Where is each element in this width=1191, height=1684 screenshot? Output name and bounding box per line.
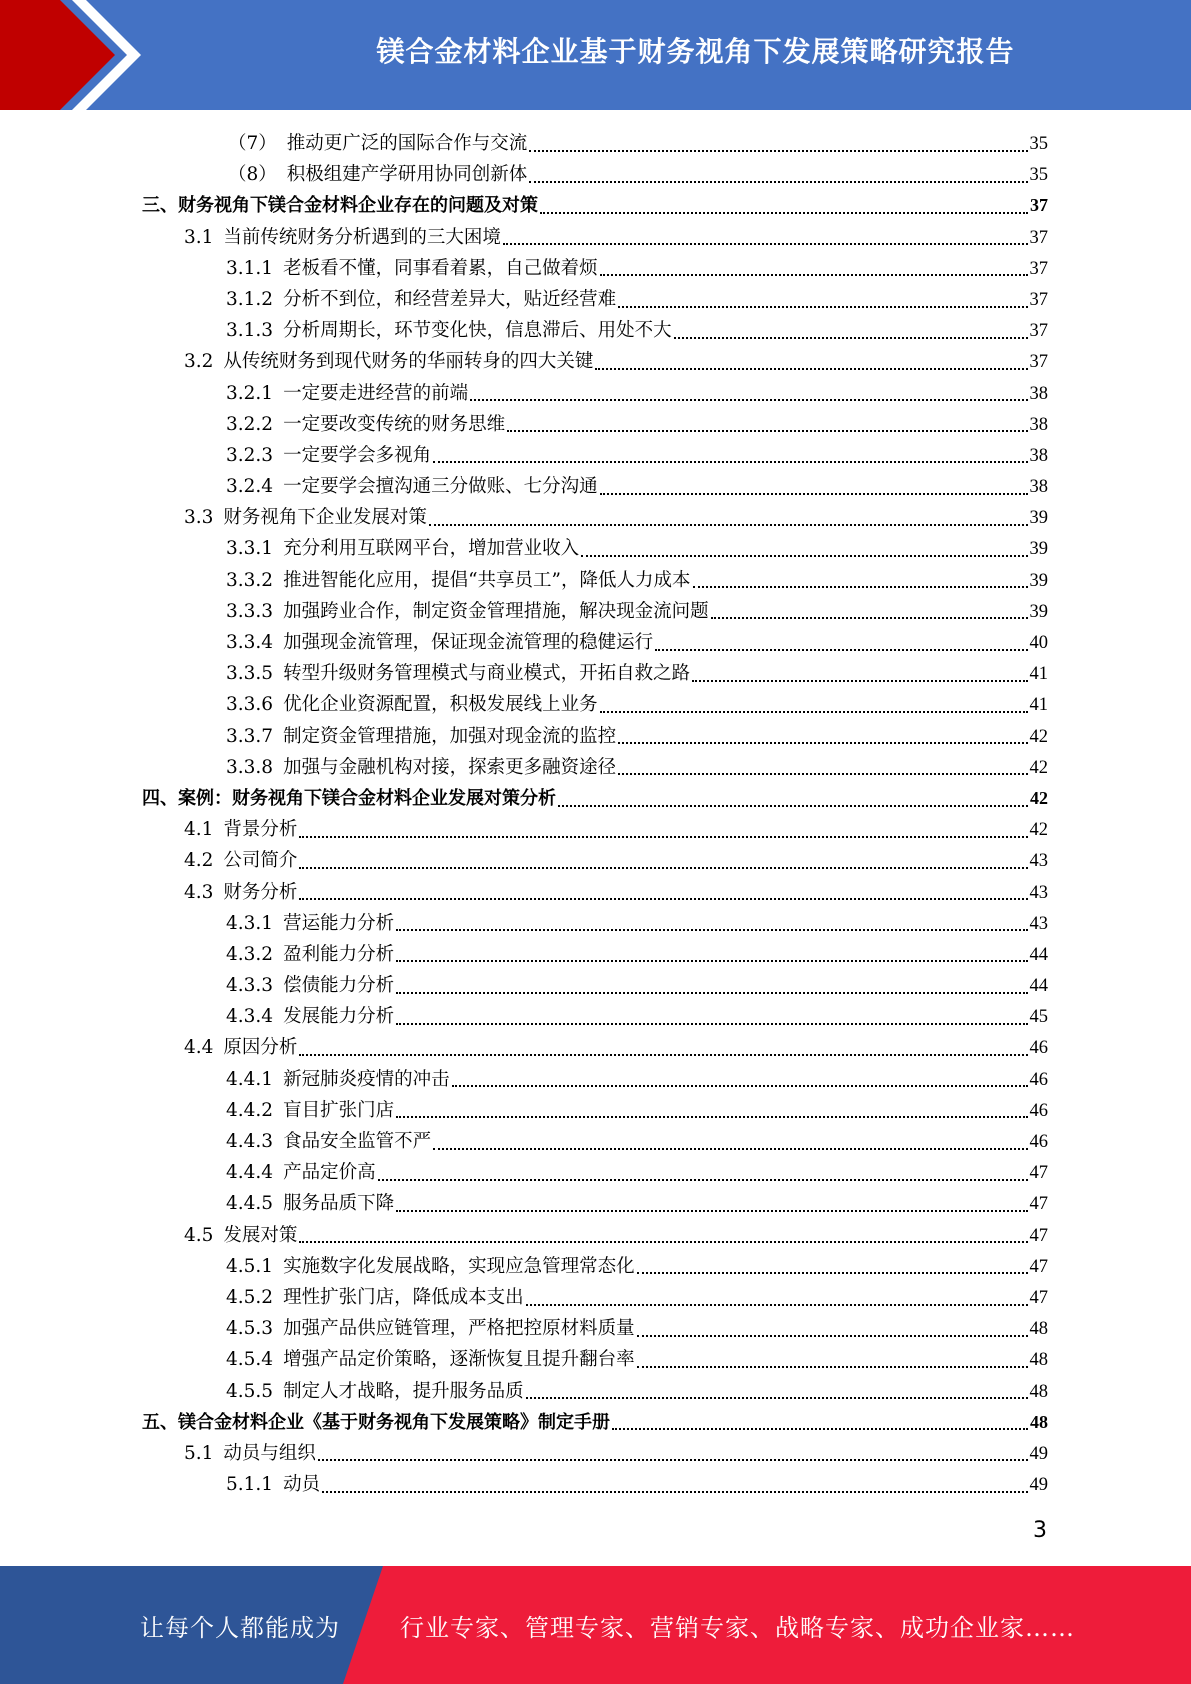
toc-entry[interactable] (142, 440, 1048, 471)
toc-entry-page: 47 (1029, 1225, 1048, 1246)
toc-entry-label: 加强跨业合作，制定资金管理措施，解决现金流问题 (283, 600, 709, 622)
toc-entry-label: 动员 (283, 1474, 321, 1496)
toc-entry-title (226, 658, 690, 689)
toc-entry-title (184, 845, 297, 876)
toc-entry[interactable] (142, 877, 1048, 908)
toc-entry-number: 4.5 (184, 1224, 214, 1246)
toc-entry-title (226, 970, 394, 1001)
toc-entry-page: 47 (1029, 1256, 1048, 1277)
toc-leader-dots (637, 1272, 1028, 1274)
toc-entry-number: 4.3 (184, 881, 214, 903)
toc-entry[interactable] (142, 1188, 1048, 1219)
toc-entry-page: 46 (1029, 1100, 1048, 1121)
toc-leader-dots (433, 461, 1027, 463)
toc-entry-number: 3.2.3 (226, 444, 274, 466)
toc-entry-label: 分析周期长，环节变化快，信息滞后、用处不大 (283, 320, 672, 342)
toc-entry[interactable] (142, 128, 1048, 159)
toc-entry-page: 42 (1029, 820, 1048, 841)
toc-entry-title (226, 253, 598, 284)
toc-leader-dots (692, 680, 1027, 682)
toc-entry-label: 财务分析 (223, 881, 298, 903)
toc-entry-page: 37 (1029, 258, 1048, 279)
toc-entry-page: 39 (1029, 601, 1048, 622)
toc-leader-dots (299, 836, 1027, 838)
toc-entry-page: 42 (1029, 726, 1048, 747)
toc-entry-label: 加强现金流管理，保证现金流管理的稳健运行 (283, 632, 654, 653)
toc-leader-dots (674, 337, 1028, 339)
toc-entry[interactable] (142, 689, 1048, 720)
toc-entry-title (184, 502, 427, 533)
toc-entry-title (184, 1032, 297, 1063)
toc-entry-page: 46 (1029, 1038, 1048, 1059)
toc-entry[interactable] (142, 658, 1048, 689)
toc-leader-dots (299, 898, 1027, 900)
toc-entry-title (226, 533, 579, 564)
toc-entry-label: 原因分析 (223, 1037, 298, 1059)
table-of-contents (142, 128, 1048, 1500)
toc-entry-number: 4.3.3 (226, 975, 274, 997)
toc-entry-title (226, 1251, 635, 1282)
toc-entry-page: 43 (1029, 851, 1048, 872)
toc-leader-dots (558, 805, 1028, 807)
toc-entry-title (184, 814, 297, 845)
toc-entry-label: 营运能力分析 (283, 912, 395, 934)
toc-leader-dots (618, 742, 1027, 744)
toc-entry-page: 47 (1029, 1163, 1048, 1184)
toc-entry-title (226, 1064, 450, 1095)
toc-entry-label: 一定要学会多视角 (283, 444, 432, 466)
toc-entry-label: 背景分析 (223, 819, 298, 841)
toc-entry[interactable] (142, 222, 1048, 253)
toc-entry[interactable] (142, 908, 1048, 939)
toc-entry-label: 三、财务视角下镁合金材料企业存在的问题及对策 (142, 195, 538, 217)
toc-leader-dots (600, 711, 1028, 713)
toc-entry-number: 3.1.1 (226, 257, 274, 279)
toc-entry-number: 4.4.3 (226, 1131, 274, 1152)
toc-entry-label: 优化企业资源配置，积极发展线上业务 (283, 694, 598, 716)
toc-entry-page: 38 (1029, 414, 1048, 435)
toc-entry-page: 48 (1029, 1381, 1048, 1402)
toc-entry-title (226, 1126, 431, 1157)
toc-entry-page: 48 (1029, 1319, 1048, 1340)
toc-leader-dots (396, 960, 1027, 962)
toc-leader-dots (433, 1148, 1027, 1150)
toc-entry-page: 38 (1029, 477, 1048, 498)
toc-entry-page: 40 (1029, 633, 1048, 653)
toc-entry-title (226, 440, 431, 471)
toc-entry[interactable] (142, 627, 1048, 658)
toc-entry-page: 48 (1030, 1411, 1048, 1432)
toc-entry-page: 47 (1029, 1194, 1048, 1215)
toc-leader-dots (693, 586, 1028, 588)
toc-entry-title (142, 190, 538, 221)
toc-entry[interactable] (142, 814, 1048, 845)
toc-entry[interactable] (142, 253, 1048, 284)
toc-entry-page: 44 (1029, 976, 1048, 997)
toc-entry-title (184, 1438, 316, 1469)
toc-entry-title (226, 1157, 376, 1188)
toc-entry-number: 4.4 (184, 1037, 214, 1059)
toc-entry[interactable] (142, 1313, 1048, 1344)
toc-entry-page: 46 (1029, 1069, 1048, 1090)
toc-entry-label: 一定要走进经营的前端 (283, 382, 469, 404)
toc-entry-title (226, 596, 709, 627)
toc-entry-label: 盲目扩张门店 (283, 1099, 395, 1121)
toc-leader-dots (299, 1241, 1027, 1243)
toc-entry[interactable] (142, 970, 1048, 1001)
toc-entry[interactable] (142, 1126, 1048, 1157)
toc-leader-dots (503, 243, 1028, 245)
toc-entry-page: 39 (1029, 570, 1048, 591)
toc-entry-number: 3.3.2 (226, 569, 274, 591)
toc-entry[interactable] (142, 1251, 1048, 1282)
toc-entry-label: 动员与组织 (223, 1442, 316, 1464)
toc-entry[interactable] (142, 533, 1048, 564)
toc-leader-dots (452, 1085, 1028, 1087)
toc-entry-label: 当前传统财务分析遇到的三大困境 (223, 226, 501, 248)
toc-entry-page: 38 (1029, 383, 1048, 404)
toc-entry-title (184, 346, 593, 377)
toc-entry-label: 公司简介 (223, 850, 298, 872)
toc-entry-label: 制定人才战略，提升服务品质 (283, 1380, 524, 1402)
toc-entry-label: 理性扩张门店，降低成本支出 (283, 1286, 524, 1308)
toc-entry-label: 一定要改变传统的财务思维 (283, 413, 506, 435)
toc-entry-number: 4.5.4 (226, 1349, 274, 1371)
toc-entry-page: 37 (1029, 321, 1048, 342)
toc-entry[interactable] (142, 284, 1048, 315)
toc-entry-page: 42 (1029, 757, 1048, 778)
toc-leader-dots (378, 1179, 1028, 1181)
toc-entry-number: 3.3.1 (226, 538, 274, 560)
toc-entry[interactable] (142, 190, 1048, 221)
toc-leader-dots (637, 1366, 1028, 1368)
toc-leader-dots (396, 1116, 1027, 1118)
toc-entry-title (226, 1313, 635, 1344)
toc-entry-title (226, 908, 394, 939)
toc-entry-number: 4.4.1 (226, 1068, 274, 1090)
toc-entry-page: 43 (1029, 913, 1048, 934)
toc-entry[interactable] (142, 565, 1048, 596)
toc-entry-label: 产品定价高 (283, 1162, 376, 1184)
toc-entry-page: 43 (1029, 882, 1048, 903)
toc-entry-title (184, 222, 501, 253)
toc-entry-title (226, 721, 616, 752)
toc-entry-number: 5.1 (184, 1442, 214, 1464)
toc-entry-label: 从传统财务到现代财务的华丽转身的四大关键 (223, 351, 594, 373)
toc-entry-title (226, 1188, 394, 1219)
toc-entry[interactable] (142, 752, 1048, 783)
toc-entry-title (184, 877, 297, 908)
toc-leader-dots (526, 1304, 1028, 1306)
toc-entry[interactable] (142, 939, 1048, 970)
toc-leader-dots (600, 274, 1028, 276)
header-arrow-icon (0, 0, 160, 110)
toc-leader-dots (600, 493, 1028, 495)
toc-entry-label: 积极组建产学研用协同创新体 (286, 164, 528, 186)
toc-entry-number: 5.1.1 (226, 1474, 274, 1496)
toc-leader-dots (299, 1054, 1027, 1056)
toc-entry-number: 4.2 (184, 850, 214, 872)
toc-entry-number: 3.3.6 (226, 694, 274, 716)
toc-entry-page: 42 (1030, 787, 1048, 808)
toc-entry[interactable] (142, 471, 1048, 502)
toc-leader-dots (299, 867, 1027, 869)
toc-entry-page: 46 (1029, 1132, 1048, 1152)
toc-entry-label: 服务品质下降 (283, 1193, 395, 1215)
toc-entry-title (226, 378, 468, 409)
toc-entry-title (142, 783, 556, 814)
toc-entry-label: 制定资金管理措施，加强对现金流的监控 (283, 725, 617, 747)
toc-entry-number: 4.5.5 (226, 1380, 274, 1402)
toc-entry-page: 44 (1029, 944, 1048, 965)
toc-entry-title (226, 689, 598, 720)
toc-leader-dots (529, 150, 1027, 152)
toc-entry-label: 一定要学会擅沟通三分做账、七分沟通 (283, 476, 598, 498)
page-header (0, 0, 1191, 110)
toc-entry-title (226, 284, 616, 315)
toc-entry[interactable] (142, 1064, 1048, 1095)
toc-entry[interactable] (142, 1157, 1048, 1188)
toc-entry-number: 3.1.3 (226, 320, 274, 342)
toc-entry[interactable] (142, 1344, 1048, 1375)
toc-entry-page: 35 (1029, 134, 1048, 154)
toc-entry-title (226, 1469, 320, 1500)
toc-entry[interactable] (142, 1407, 1048, 1438)
toc-entry-page: 35 (1029, 165, 1048, 186)
toc-entry[interactable] (142, 159, 1048, 190)
toc-entry-number: 3.2 (184, 351, 214, 373)
toc-entry-number: 4.1 (184, 819, 214, 841)
toc-leader-dots (618, 773, 1027, 775)
toc-leader-dots (396, 1023, 1027, 1025)
toc-entry-title (226, 565, 691, 596)
toc-entry-title (184, 1220, 297, 1251)
toc-entry-number: 3.3.7 (226, 725, 274, 747)
toc-entry-page: 49 (1029, 1443, 1048, 1464)
toc-entry-number: 4.4.2 (226, 1099, 274, 1121)
toc-entry-label: 实施数字化发展战略，实现应急管理常态化 (283, 1255, 635, 1277)
toc-entry-number: 4.5.1 (226, 1255, 274, 1277)
toc-entry-title (226, 409, 505, 440)
toc-entry-page: 49 (1029, 1475, 1048, 1496)
toc-entry-label: 老板看不懂，同事看着累，自己做着烦 (283, 257, 598, 279)
footer-slogan: 让每个人都能成为 (140, 1613, 340, 1642)
toc-entry-label: 加强与金融机构对接，探索更多融资途径 (283, 756, 617, 778)
toc-entry-label: 五、镁合金材料企业《基于财务视角下发展策略》制定手册 (142, 1411, 610, 1433)
document-title: 镁合金材料企业基于财务视角下发展策略研究报告 (376, 35, 1015, 68)
toc-entry[interactable] (142, 1376, 1048, 1407)
toc-entry-page: 48 (1029, 1350, 1048, 1371)
toc-entry-number: 3.2.1 (226, 382, 274, 404)
toc-entry-number: 4.3.4 (226, 1006, 274, 1028)
toc-entry[interactable] (142, 1220, 1048, 1251)
toc-entry-number: 4.3.1 (226, 912, 274, 934)
toc-entry[interactable] (142, 1438, 1048, 1469)
toc-entry-label: 推动更广泛的国际合作与交流 (286, 133, 528, 154)
toc-entry-page: 41 (1029, 695, 1048, 716)
toc-leader-dots (396, 1210, 1027, 1212)
toc-entry[interactable] (142, 1095, 1048, 1126)
toc-entry-title (226, 471, 598, 502)
toc-leader-dots (529, 181, 1027, 183)
toc-entry-number: 3.3 (184, 507, 214, 529)
toc-leader-dots (612, 1428, 1028, 1430)
toc-entry-label: 新冠肺炎疫情的冲击 (283, 1068, 450, 1090)
toc-entry-number: 3.1.2 (226, 288, 274, 310)
footer-roles: 行业专家、管理专家、营销专家、战略专家、成功企业家…… (400, 1613, 1075, 1642)
toc-entry-number: 4.5.2 (226, 1286, 274, 1308)
toc-entry-label: 食品安全监管不严 (283, 1131, 432, 1152)
toc-entry-label: 分析不到位，和经营差异大，贴近经营难 (283, 288, 617, 310)
toc-entry[interactable] (142, 315, 1048, 346)
toc-entry-title (226, 939, 394, 970)
toc-entry-label: 发展能力分析 (283, 1006, 395, 1028)
toc-entry-label: 推进智能化应用，提倡“共享员工”，降低人力成本 (283, 569, 691, 591)
toc-entry-number: 3.2.4 (226, 476, 274, 498)
toc-leader-dots (429, 524, 1028, 526)
toc-entry-label: 四、案例：财务视角下镁合金材料企业发展对策分析 (142, 787, 556, 809)
toc-entry-label: 偿债能力分析 (283, 975, 395, 997)
toc-entry[interactable] (142, 596, 1048, 627)
toc-entry-number: 3.3.5 (226, 663, 274, 685)
toc-leader-dots (618, 306, 1027, 308)
toc-leader-dots (318, 1459, 1028, 1461)
toc-entry-page: 39 (1029, 508, 1048, 529)
toc-entry-title (228, 159, 527, 190)
toc-entry-number: 4.4.4 (226, 1162, 274, 1184)
toc-entry-page: 37 (1029, 352, 1048, 373)
toc-entry-page: 45 (1029, 1007, 1048, 1028)
toc-entry-page: 37 (1029, 227, 1048, 248)
toc-entry-title (226, 1344, 635, 1375)
toc-leader-dots (322, 1491, 1027, 1493)
toc-entry-number: （7） (228, 133, 277, 154)
page-footer (0, 1566, 1191, 1684)
toc-entry-title (228, 128, 527, 159)
toc-leader-dots (470, 399, 1027, 401)
toc-entry-title (226, 315, 672, 346)
toc-entry-title (142, 1407, 610, 1438)
toc-entry[interactable] (142, 502, 1048, 533)
toc-entry-label: 转型升级财务管理模式与商业模式，开拓自救之路 (283, 663, 691, 685)
toc-leader-dots (581, 555, 1027, 557)
toc-entry[interactable] (142, 346, 1048, 377)
toc-entry-label: 财务视角下企业发展对策 (223, 507, 427, 529)
toc-entry-number: 4.4.5 (226, 1193, 274, 1215)
toc-entry-number: 4.3.2 (226, 943, 274, 965)
toc-entry[interactable] (142, 1001, 1048, 1032)
toc-entry[interactable] (142, 1469, 1048, 1500)
toc-entry-number: 3.2.2 (226, 413, 274, 435)
toc-entry-number: 3.3.8 (226, 756, 274, 778)
toc-entry-page: 37 (1030, 195, 1048, 216)
toc-entry-page: 47 (1029, 1287, 1048, 1308)
toc-entry[interactable] (142, 1282, 1048, 1313)
toc-entry-title (226, 1282, 524, 1313)
page-number: 3 (1033, 1518, 1047, 1543)
toc-entry[interactable] (142, 378, 1048, 409)
toc-entry-label: 加强产品供应链管理，严格把控原材料质量 (283, 1318, 635, 1340)
toc-leader-dots (396, 929, 1027, 931)
toc-entry-number: （8） (228, 164, 277, 186)
toc-entry-number: 3.3.4 (226, 632, 274, 653)
toc-entry-label: 发展对策 (223, 1224, 298, 1246)
toc-entry[interactable] (142, 845, 1048, 876)
toc-entry-number: 3.1 (184, 226, 214, 248)
toc-leader-dots (655, 649, 1027, 651)
toc-leader-dots (637, 1335, 1028, 1337)
toc-entry[interactable] (142, 721, 1048, 752)
toc-entry-label: 增强产品定价策略，逐渐恢复且提升翻台率 (283, 1349, 635, 1371)
toc-entry[interactable] (142, 783, 1048, 814)
toc-leader-dots (540, 212, 1028, 214)
toc-entry-title (226, 1001, 394, 1032)
toc-entry-page: 41 (1029, 664, 1048, 685)
toc-leader-dots (526, 1397, 1028, 1399)
toc-entry-number: 4.5.3 (226, 1318, 274, 1340)
toc-entry[interactable] (142, 409, 1048, 440)
toc-leader-dots (396, 992, 1027, 994)
toc-entry-title (226, 1095, 394, 1126)
toc-entry-title (226, 752, 616, 783)
toc-leader-dots (711, 617, 1028, 619)
toc-entry[interactable] (142, 1032, 1048, 1063)
toc-entry-page: 38 (1029, 445, 1048, 466)
toc-leader-dots (507, 430, 1027, 432)
toc-entry-title (226, 627, 653, 658)
toc-entry-label: 充分利用互联网平台，增加营业收入 (283, 538, 580, 560)
toc-entry-page: 37 (1029, 289, 1048, 310)
toc-entry-label: 盈利能力分析 (283, 943, 395, 965)
toc-leader-dots (595, 368, 1027, 370)
toc-entry-title (226, 1376, 524, 1407)
toc-entry-page: 39 (1029, 539, 1048, 560)
toc-entry-number: 3.3.3 (226, 600, 274, 622)
